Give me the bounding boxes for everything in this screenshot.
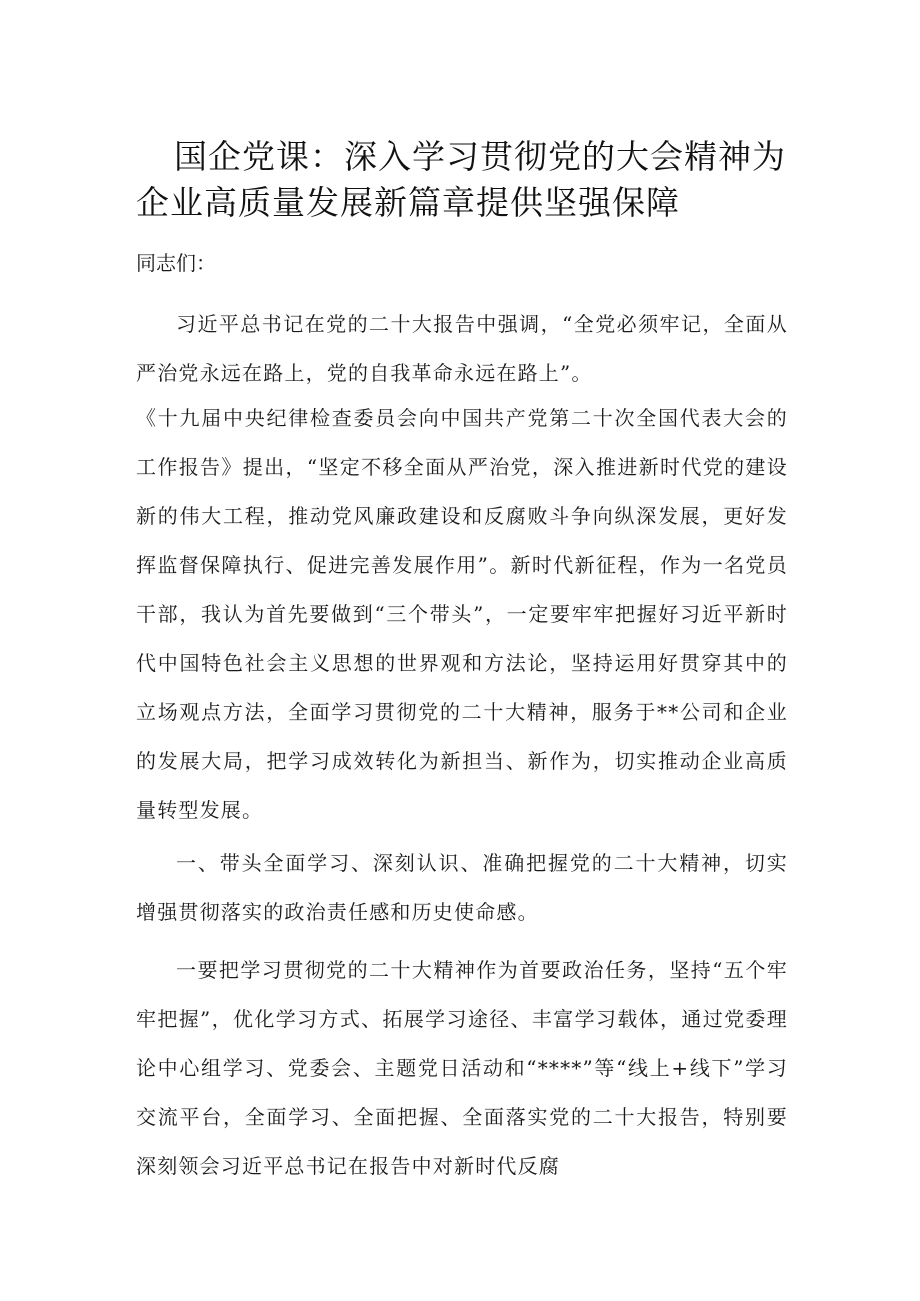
section-heading-one: 一、带头全面学习、深刻认识、准确把握党的二十大精神，切实增强贯彻落实的政治责任感和历史使命感。 bbox=[136, 851, 788, 924]
salutation: 同志们： bbox=[136, 251, 216, 275]
paragraph-report: 《十九届中央纪律检查委员会向中国共产党第二十次全国代表大会的工作报告》提出，“坚定不移全面从严治党，深入推进新时代党的建设新的伟大工程，推动党风廉政建设和反腐败斗争向纵深发展，更好发挥监督保障执行、促进完善发展作用”。新时代新征程，作为一名党员干部，我认为首先要做到“三个带头”，一定要牢牢把握好习近平新时代中国特色社会主义思想的世界观和方法论，坚持运用好贯穿其中的立场观点方法，全面学习贯彻党的二十大精神，服务于**公司和企业的发展大局，把学习成效转化为新担当、新作为，切实推动企业高质量转型发展。 bbox=[136, 406, 788, 822]
document-title: 国企党课：深入学习贯彻党的大会精神为企业高质量发展新篇章提供坚强保障 bbox=[136, 137, 786, 222]
paragraph-quote: 习近平总书记在党的二十大报告中强调，“全党必须牢记，全面从严治党永远在路上，党的自我革命永远在路上”。 bbox=[136, 312, 788, 385]
paragraph-study: 一要把学习贯彻党的二十大精神作为首要政治任务，坚持“五个牢牢把握”，优化学习方式、拓展学习途径、丰富学习载体，通过党委理论中心组学习、党委会、主题党日活动和“****”等“线上+线下”学习交流平台，全面学习、全面把握、全面落实党的二十大报告，特别要深刻领会习近平总书记在报告中对新时代反腐 bbox=[136, 958, 788, 1178]
